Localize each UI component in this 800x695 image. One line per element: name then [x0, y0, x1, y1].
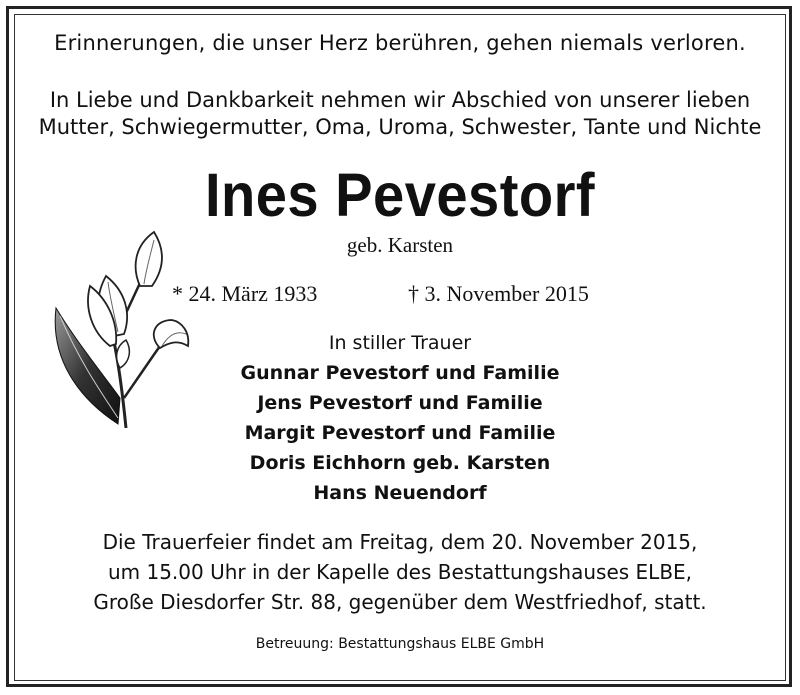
mourner-name: Doris Eichhorn geb. Karsten	[249, 452, 551, 474]
mourner-name: Gunnar Pevestorf und Familie	[240, 362, 560, 384]
care-credit: Betreuung: Bestattungshaus ELBE GmbH	[255, 636, 545, 652]
maiden-name: geb. Karsten	[346, 233, 454, 257]
mourner-name: Margit Pevestorf und Familie	[244, 422, 556, 444]
mourner-name: Hans Neuendorf	[313, 482, 487, 504]
service-line-2: um 15.00 Uhr in der Kapelle des Bestattungshauses ELBE,	[107, 560, 693, 584]
death-date: † 3. November 2015	[408, 281, 589, 306]
mourner-name: Jens Pevestorf und Familie	[257, 392, 543, 414]
intro-line-1: In Liebe und Dankbarkeit nehmen wir Abschied von unserer lieben	[49, 88, 751, 112]
mourning-label: In stiller Trauer	[328, 332, 472, 354]
intro-line-2: Mutter, Schwiegermutter, Oma, Uroma, Schwester, Tante und Nichte	[38, 115, 762, 139]
deceased-name: Ines Pevestorf	[204, 161, 596, 229]
service-line-1: Die Trauerfeier findet am Freitag, dem 20. November 2015,	[102, 530, 698, 554]
service-line-3: Große Diesdorfer Str. 88, gegenüber dem Westfriedhof, statt.	[93, 590, 707, 614]
motto: Erinnerungen, die unser Herz berühren, gehen niemals verloren.	[54, 31, 746, 55]
birth-date: * 24. März 1933	[172, 281, 318, 306]
